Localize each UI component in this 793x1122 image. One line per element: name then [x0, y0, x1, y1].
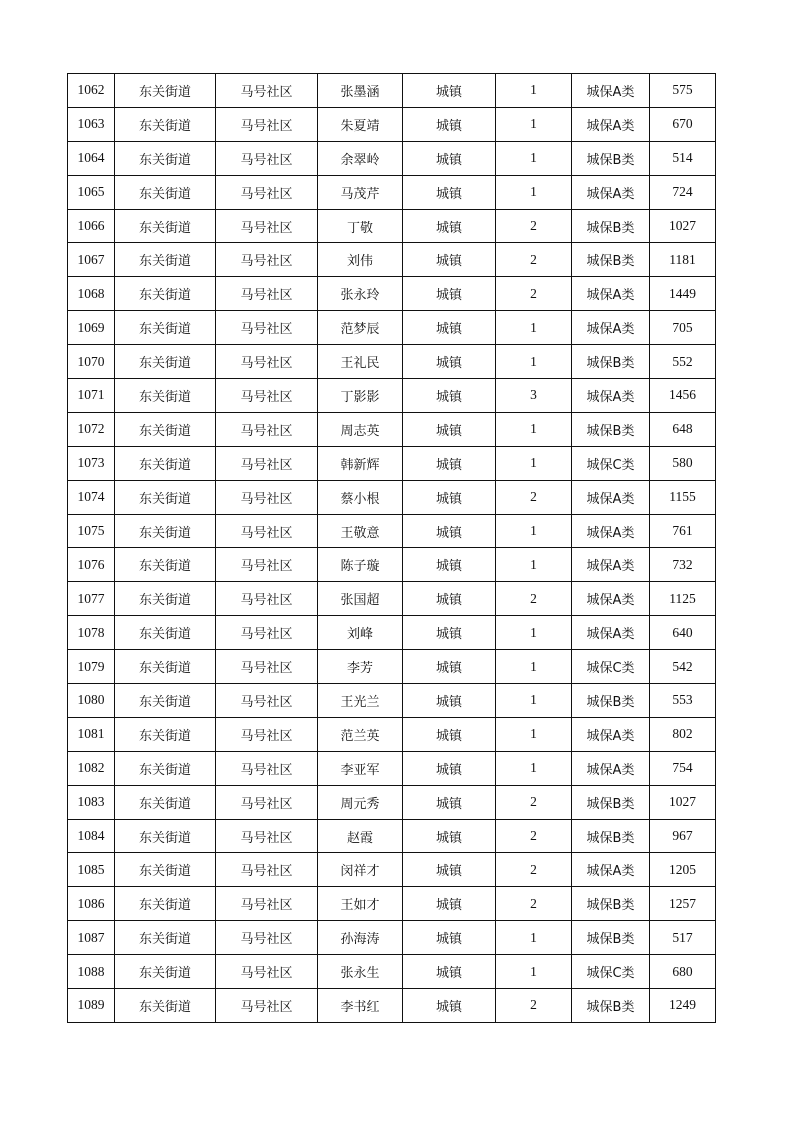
subdistrict-cell: 东关街道 — [115, 548, 216, 582]
household-type-cell: 城镇 — [403, 616, 496, 650]
household-type-cell: 城镇 — [403, 684, 496, 718]
name-cell: 马茂芹 — [318, 175, 403, 209]
subdistrict-cell: 东关街道 — [115, 785, 216, 819]
amount-cell: 1257 — [650, 887, 716, 921]
household-size-cell: 1 — [496, 650, 572, 684]
table-row — [68, 819, 716, 853]
relief-roster-table — [67, 73, 716, 1023]
amount-cell: 553 — [650, 684, 716, 718]
amount-cell: 575 — [650, 74, 716, 108]
household-size-cell: 1 — [496, 311, 572, 345]
household-size-cell: 1 — [496, 107, 572, 141]
household-size-cell: 1 — [496, 412, 572, 446]
household-type-cell: 城镇 — [403, 243, 496, 277]
community-cell: 马号社区 — [216, 175, 318, 209]
name-cell: 张国超 — [318, 582, 403, 616]
household-type-cell: 城镇 — [403, 853, 496, 887]
serial-no-cell: 1071 — [68, 379, 115, 413]
table-row — [68, 887, 716, 921]
category-cell: 城保A类 — [572, 107, 650, 141]
name-cell: 余翠岭 — [318, 141, 403, 175]
amount-cell: 670 — [650, 107, 716, 141]
community-cell: 马号社区 — [216, 989, 318, 1023]
subdistrict-cell: 东关街道 — [115, 616, 216, 650]
table-row — [68, 921, 716, 955]
table-row — [68, 853, 716, 887]
table-row — [68, 785, 716, 819]
household-size-cell: 1 — [496, 514, 572, 548]
household-size-cell: 2 — [496, 887, 572, 921]
table-row — [68, 345, 716, 379]
amount-cell: 754 — [650, 751, 716, 785]
name-cell: 张永玲 — [318, 277, 403, 311]
table-row — [68, 548, 716, 582]
household-size-cell: 2 — [496, 209, 572, 243]
amount-cell: 1027 — [650, 785, 716, 819]
name-cell: 蔡小根 — [318, 480, 403, 514]
table-body — [68, 74, 716, 1023]
community-cell: 马号社区 — [216, 582, 318, 616]
name-cell: 丁敬 — [318, 209, 403, 243]
subdistrict-cell: 东关街道 — [115, 141, 216, 175]
category-cell: 城保B类 — [572, 684, 650, 718]
community-cell: 马号社区 — [216, 311, 318, 345]
community-cell: 马号社区 — [216, 277, 318, 311]
household-type-cell: 城镇 — [403, 955, 496, 989]
community-cell: 马号社区 — [216, 74, 318, 108]
community-cell: 马号社区 — [216, 717, 318, 751]
table-row — [68, 379, 716, 413]
name-cell: 王敬意 — [318, 514, 403, 548]
serial-no-cell: 1070 — [68, 345, 115, 379]
serial-no-cell: 1079 — [68, 650, 115, 684]
community-cell: 马号社区 — [216, 107, 318, 141]
serial-no-cell: 1086 — [68, 887, 115, 921]
subdistrict-cell: 东关街道 — [115, 412, 216, 446]
serial-no-cell: 1089 — [68, 989, 115, 1023]
category-cell: 城保B类 — [572, 887, 650, 921]
subdistrict-cell: 东关街道 — [115, 277, 216, 311]
table-row — [68, 751, 716, 785]
subdistrict-cell: 东关街道 — [115, 819, 216, 853]
serial-no-cell: 1066 — [68, 209, 115, 243]
table-row — [68, 311, 716, 345]
household-size-cell: 1 — [496, 446, 572, 480]
household-type-cell: 城镇 — [403, 514, 496, 548]
table-row — [68, 582, 716, 616]
subdistrict-cell: 东关街道 — [115, 107, 216, 141]
subdistrict-cell: 东关街道 — [115, 955, 216, 989]
amount-cell: 724 — [650, 175, 716, 209]
category-cell: 城保A类 — [572, 74, 650, 108]
subdistrict-cell: 东关街道 — [115, 480, 216, 514]
community-cell: 马号社区 — [216, 243, 318, 277]
amount-cell: 1027 — [650, 209, 716, 243]
table-row — [68, 955, 716, 989]
subdistrict-cell: 东关街道 — [115, 311, 216, 345]
serial-no-cell: 1087 — [68, 921, 115, 955]
name-cell: 孙海涛 — [318, 921, 403, 955]
serial-no-cell: 1076 — [68, 548, 115, 582]
name-cell: 王礼民 — [318, 345, 403, 379]
subdistrict-cell: 东关街道 — [115, 209, 216, 243]
household-type-cell: 城镇 — [403, 74, 496, 108]
table-row — [68, 616, 716, 650]
name-cell: 张墨涵 — [318, 74, 403, 108]
household-size-cell: 3 — [496, 379, 572, 413]
subdistrict-cell: 东关街道 — [115, 853, 216, 887]
serial-no-cell: 1067 — [68, 243, 115, 277]
category-cell: 城保B类 — [572, 345, 650, 379]
household-size-cell: 1 — [496, 175, 572, 209]
household-type-cell: 城镇 — [403, 107, 496, 141]
household-size-cell: 1 — [496, 955, 572, 989]
amount-cell: 705 — [650, 311, 716, 345]
household-type-cell: 城镇 — [403, 548, 496, 582]
name-cell: 朱夏靖 — [318, 107, 403, 141]
community-cell: 马号社区 — [216, 480, 318, 514]
household-type-cell: 城镇 — [403, 887, 496, 921]
category-cell: 城保A类 — [572, 277, 650, 311]
household-type-cell: 城镇 — [403, 141, 496, 175]
serial-no-cell: 1082 — [68, 751, 115, 785]
amount-cell: 1181 — [650, 243, 716, 277]
table-row — [68, 141, 716, 175]
category-cell: 城保A类 — [572, 480, 650, 514]
name-cell: 李芳 — [318, 650, 403, 684]
community-cell: 马号社区 — [216, 751, 318, 785]
category-cell: 城保C类 — [572, 446, 650, 480]
subdistrict-cell: 东关街道 — [115, 887, 216, 921]
serial-no-cell: 1064 — [68, 141, 115, 175]
community-cell: 马号社区 — [216, 921, 318, 955]
community-cell: 马号社区 — [216, 548, 318, 582]
amount-cell: 640 — [650, 616, 716, 650]
household-type-cell: 城镇 — [403, 989, 496, 1023]
household-size-cell: 1 — [496, 751, 572, 785]
name-cell: 李亚军 — [318, 751, 403, 785]
subdistrict-cell: 东关街道 — [115, 582, 216, 616]
category-cell: 城保A类 — [572, 311, 650, 345]
name-cell: 刘峰 — [318, 616, 403, 650]
table-row — [68, 243, 716, 277]
category-cell: 城保A类 — [572, 548, 650, 582]
community-cell: 马号社区 — [216, 684, 318, 718]
subdistrict-cell: 东关街道 — [115, 243, 216, 277]
amount-cell: 1155 — [650, 480, 716, 514]
household-type-cell: 城镇 — [403, 582, 496, 616]
serial-no-cell: 1069 — [68, 311, 115, 345]
household-type-cell: 城镇 — [403, 277, 496, 311]
amount-cell: 1249 — [650, 989, 716, 1023]
household-size-cell: 2 — [496, 582, 572, 616]
amount-cell: 517 — [650, 921, 716, 955]
subdistrict-cell: 东关街道 — [115, 650, 216, 684]
household-size-cell: 1 — [496, 548, 572, 582]
table-row — [68, 650, 716, 684]
serial-no-cell: 1078 — [68, 616, 115, 650]
table-row — [68, 717, 716, 751]
serial-no-cell: 1077 — [68, 582, 115, 616]
category-cell: 城保A类 — [572, 853, 650, 887]
household-type-cell: 城镇 — [403, 209, 496, 243]
community-cell: 马号社区 — [216, 446, 318, 480]
category-cell: 城保A类 — [572, 717, 650, 751]
household-type-cell: 城镇 — [403, 446, 496, 480]
category-cell: 城保A类 — [572, 175, 650, 209]
serial-no-cell: 1083 — [68, 785, 115, 819]
table-row — [68, 989, 716, 1023]
household-size-cell: 1 — [496, 616, 572, 650]
community-cell: 马号社区 — [216, 853, 318, 887]
household-type-cell: 城镇 — [403, 751, 496, 785]
community-cell: 马号社区 — [216, 650, 318, 684]
household-size-cell: 2 — [496, 785, 572, 819]
household-type-cell: 城镇 — [403, 379, 496, 413]
household-type-cell: 城镇 — [403, 311, 496, 345]
subdistrict-cell: 东关街道 — [115, 921, 216, 955]
community-cell: 马号社区 — [216, 345, 318, 379]
table-row — [68, 277, 716, 311]
category-cell: 城保A类 — [572, 582, 650, 616]
community-cell: 马号社区 — [216, 209, 318, 243]
name-cell: 范梦辰 — [318, 311, 403, 345]
category-cell: 城保A类 — [572, 616, 650, 650]
subdistrict-cell: 东关街道 — [115, 345, 216, 379]
subdistrict-cell: 东关街道 — [115, 684, 216, 718]
table-row — [68, 412, 716, 446]
category-cell: 城保B类 — [572, 243, 650, 277]
table-row — [68, 446, 716, 480]
household-type-cell: 城镇 — [403, 175, 496, 209]
household-type-cell: 城镇 — [403, 785, 496, 819]
table-row — [68, 107, 716, 141]
serial-no-cell: 1088 — [68, 955, 115, 989]
serial-no-cell: 1085 — [68, 853, 115, 887]
subdistrict-cell: 东关街道 — [115, 514, 216, 548]
name-cell: 王光兰 — [318, 684, 403, 718]
household-size-cell: 2 — [496, 989, 572, 1023]
household-size-cell: 1 — [496, 74, 572, 108]
subdistrict-cell: 东关街道 — [115, 379, 216, 413]
table-row — [68, 684, 716, 718]
household-type-cell: 城镇 — [403, 717, 496, 751]
amount-cell: 802 — [650, 717, 716, 751]
serial-no-cell: 1080 — [68, 684, 115, 718]
name-cell: 闵祥才 — [318, 853, 403, 887]
subdistrict-cell: 东关街道 — [115, 74, 216, 108]
amount-cell: 761 — [650, 514, 716, 548]
household-size-cell: 2 — [496, 277, 572, 311]
category-cell: 城保A类 — [572, 514, 650, 548]
name-cell: 韩新辉 — [318, 446, 403, 480]
amount-cell: 680 — [650, 955, 716, 989]
table-row — [68, 175, 716, 209]
household-size-cell: 1 — [496, 141, 572, 175]
name-cell: 周元秀 — [318, 785, 403, 819]
category-cell: 城保A类 — [572, 379, 650, 413]
household-size-cell: 2 — [496, 853, 572, 887]
table-row — [68, 209, 716, 243]
community-cell: 马号社区 — [216, 955, 318, 989]
serial-no-cell: 1084 — [68, 819, 115, 853]
community-cell: 马号社区 — [216, 616, 318, 650]
community-cell: 马号社区 — [216, 785, 318, 819]
name-cell: 丁影影 — [318, 379, 403, 413]
subdistrict-cell: 东关街道 — [115, 175, 216, 209]
category-cell: 城保B类 — [572, 819, 650, 853]
subdistrict-cell: 东关街道 — [115, 751, 216, 785]
subdistrict-cell: 东关街道 — [115, 989, 216, 1023]
household-size-cell: 1 — [496, 921, 572, 955]
serial-no-cell: 1062 — [68, 74, 115, 108]
subdistrict-cell: 东关街道 — [115, 446, 216, 480]
amount-cell: 580 — [650, 446, 716, 480]
household-size-cell: 2 — [496, 819, 572, 853]
table-row — [68, 514, 716, 548]
household-type-cell: 城镇 — [403, 480, 496, 514]
community-cell: 马号社区 — [216, 514, 318, 548]
community-cell: 马号社区 — [216, 819, 318, 853]
category-cell: 城保C类 — [572, 650, 650, 684]
household-type-cell: 城镇 — [403, 819, 496, 853]
name-cell: 李书红 — [318, 989, 403, 1023]
name-cell: 陈子璇 — [318, 548, 403, 582]
name-cell: 张永生 — [318, 955, 403, 989]
household-size-cell: 2 — [496, 243, 572, 277]
name-cell: 王如才 — [318, 887, 403, 921]
community-cell: 马号社区 — [216, 887, 318, 921]
amount-cell: 648 — [650, 412, 716, 446]
serial-no-cell: 1072 — [68, 412, 115, 446]
serial-no-cell: 1063 — [68, 107, 115, 141]
name-cell: 范兰英 — [318, 717, 403, 751]
name-cell: 刘伟 — [318, 243, 403, 277]
table-row — [68, 480, 716, 514]
household-type-cell: 城镇 — [403, 412, 496, 446]
serial-no-cell: 1073 — [68, 446, 115, 480]
amount-cell: 542 — [650, 650, 716, 684]
category-cell: 城保B类 — [572, 412, 650, 446]
serial-no-cell: 1075 — [68, 514, 115, 548]
household-size-cell: 1 — [496, 345, 572, 379]
category-cell: 城保B类 — [572, 785, 650, 819]
serial-no-cell: 1074 — [68, 480, 115, 514]
household-type-cell: 城镇 — [403, 921, 496, 955]
household-size-cell: 2 — [496, 480, 572, 514]
amount-cell: 967 — [650, 819, 716, 853]
amount-cell: 1456 — [650, 379, 716, 413]
household-size-cell: 1 — [496, 684, 572, 718]
subdistrict-cell: 东关街道 — [115, 717, 216, 751]
name-cell: 赵霞 — [318, 819, 403, 853]
serial-no-cell: 1065 — [68, 175, 115, 209]
community-cell: 马号社区 — [216, 379, 318, 413]
amount-cell: 1449 — [650, 277, 716, 311]
category-cell: 城保B类 — [572, 209, 650, 243]
amount-cell: 1205 — [650, 853, 716, 887]
amount-cell: 552 — [650, 345, 716, 379]
amount-cell: 732 — [650, 548, 716, 582]
category-cell: 城保B类 — [572, 989, 650, 1023]
community-cell: 马号社区 — [216, 141, 318, 175]
table-row — [68, 74, 716, 108]
community-cell: 马号社区 — [216, 412, 318, 446]
name-cell: 周志英 — [318, 412, 403, 446]
household-type-cell: 城镇 — [403, 345, 496, 379]
category-cell: 城保B类 — [572, 141, 650, 175]
amount-cell: 514 — [650, 141, 716, 175]
serial-no-cell: 1068 — [68, 277, 115, 311]
category-cell: 城保B类 — [572, 921, 650, 955]
amount-cell: 1125 — [650, 582, 716, 616]
category-cell: 城保C类 — [572, 955, 650, 989]
household-type-cell: 城镇 — [403, 650, 496, 684]
household-size-cell: 1 — [496, 717, 572, 751]
serial-no-cell: 1081 — [68, 717, 115, 751]
category-cell: 城保A类 — [572, 751, 650, 785]
